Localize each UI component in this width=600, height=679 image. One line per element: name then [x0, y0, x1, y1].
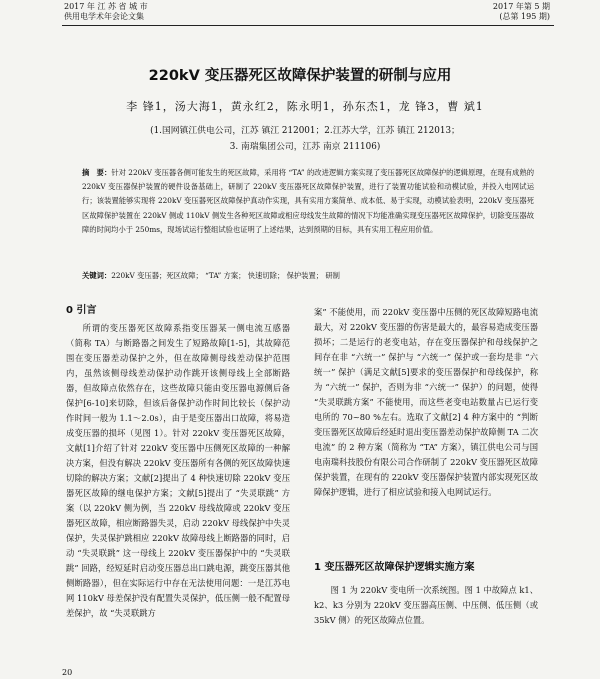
affiliation-line-2: 3. 南瑞集团公司，江苏 南京 211106) — [229, 142, 381, 152]
section-1-body — [314, 583, 538, 628]
abstract — [82, 166, 534, 237]
keywords-label: 关键词： — [82, 271, 112, 280]
body-paragraph: 图 1 为 220kV 变电所一次系统图。图 1 中故障点 k1、k2、k3 分别为 220kV 变压器高压侧、中压侧、低压侧（或 35kV 侧）的死区故障点位置。 — [314, 585, 538, 625]
header-issue-line: 2017 年第 5 期 — [492, 2, 550, 11]
left-column-body — [66, 321, 290, 621]
header-rule — [62, 25, 554, 26]
section-heading-introduction: 0 引言 — [66, 305, 97, 316]
section-heading-1: 1 变压器死区故障保护逻辑实施方案 — [314, 562, 475, 573]
body-paragraph: 案” 不能使用，而 220kV 变压器中压侧的死区故障短路电流最大，对 220kV 变压器的伤害是最大的，最容易造成变压器损坏；二是运行的老变电站，存在变压器保护和母线保护之间存在非 “六统一” 保护与 “六统一” 保护或一套均是非 “六统一” 保护（满足文献[5]要求的变压器保护和母线保护，称为 “六统一” 保护，否则为非 “六统一” 保护）的问题，使得 “失灵联跳方案” 不能使用，而这些老变电站数量占已运行变电所的 70~80 %左右。选取了文献[2] 4 种方案中的 “判断变压器死区故障后经延时退出变压器差动保护故障侧 TA 二次电流” 的 2 种方案（简称为 “TA” 方案），镇江供电公司与国电南瑞科技股份有限公司合作研制了 220kV 变压器死区故障保护装置，在现有的 220kV 变压器保护装置内部实现死区故障保护逻辑，进行了相应试验和接入电网试运行。 — [314, 307, 538, 497]
journal-header-right — [493, 2, 550, 22]
header-total-issue-line: (总第 195 期) — [499, 12, 550, 21]
body-paragraph: 所谓的变压器死区故障系指变压器某一侧电流互感器（简称 TA）与断路器之间发生了短路故障[1-5]，其故障范围在变压器差动保护之外，但在故障侧母线差动保护范围内，虽然该侧母线差动保护动作跳开该侧母线上全部断路器，但故障点依然存在，这些故障只能由变压器电源侧后备保护[6-10]来切除，但该后备保护动作时间比较长（保护动作时间一般为 1.1～2.0s），由于是变压器出口故障，将易造成变压器的损坏（见图 1）。针对 220kV 变压器死区故障，文献[1]介绍了针对 220kV 变压器中压侧死区故障的一种解决方案，但没有解决 220kV 变压器所有各侧的死区故障快速切除的解决方案；文献[2]提出了 4 种快速切除 220kV 变压器死区故障的继电保护方案；文献[5]提出了 “失灵联跳” 方案（以 220kV 侧为例，当 220kV 母线故障或 220kV 变压器死区故障，相应断路器失灵，启动 220kV 母线保护中失灵保护，失灵保护跳相应 220kV 故障母线上断路器的同时，启动 “失灵联跳” 这一母线上 220kV 变压器保护中的 “失灵联跳” 回路，经短延时启动变压器总出口跳电源，跳变压器其他侧断路器），但在实际运行中存在无法使用问题：一是江苏电网 110kV 母差保护没有配置失灵保护，低压侧一般不配置母差保护，故 “失灵联跳方 — [66, 323, 290, 618]
author-list: 李 锋1，汤大海1，黄永红2，陈永明1，孙东杰1，龙 锋3，曹 斌1 — [126, 100, 484, 113]
keywords — [82, 271, 534, 281]
header-year-line: 2017 年 江 苏 省 城 市 — [64, 2, 148, 11]
journal-header-left — [64, 2, 148, 22]
abstract-label: 摘 要： — [82, 168, 112, 177]
keywords-text: 220kV 变压器；死区故障； “TA” 方案； 快速切除； 保护装置； 研制 — [111, 271, 340, 280]
paper-title: 220kV 变压器死区故障保护装置的研制与应用 — [148, 68, 452, 84]
abstract-text: 针对 220kV 变压器各侧可能发生的死区故障，采用将 “TA” 的改进逻辑方案实现了变压器死区故障保护的逻辑原理，在现有成熟的 220kV 变压器保护装置的硬件设备基础上，研制了 220kV 变压器死区故障保护装置，进行了装置功能试验和动模试验，并投入电网试运行；该装置能够实现将 220kV 变压器死区故障保护真动作实现，具有实用方案简单、成本低、易于实现，动模试验表明，220kV 变压器死区故障保护装置在 220kV 侧或 110kV 侧发生各种死区故障或相应母线发生故障的情况下均能准确实现变压器死区故障保护，切除变压器故障的时间均小于 250ms，现场试运行整组试验也证明了上述结果，达到预期的目标，具有实用工程应用价值。 — [82, 168, 534, 234]
right-column-body — [314, 305, 538, 500]
header-proceedings-line: 供用电学术年会论文集 — [64, 12, 144, 21]
affiliation-line-1: (1.国网镇江供电公司，江苏 镇江 212001；2.江苏大学，江苏 镇江 212013； — [150, 126, 460, 136]
page-number: 20 — [62, 668, 73, 677]
